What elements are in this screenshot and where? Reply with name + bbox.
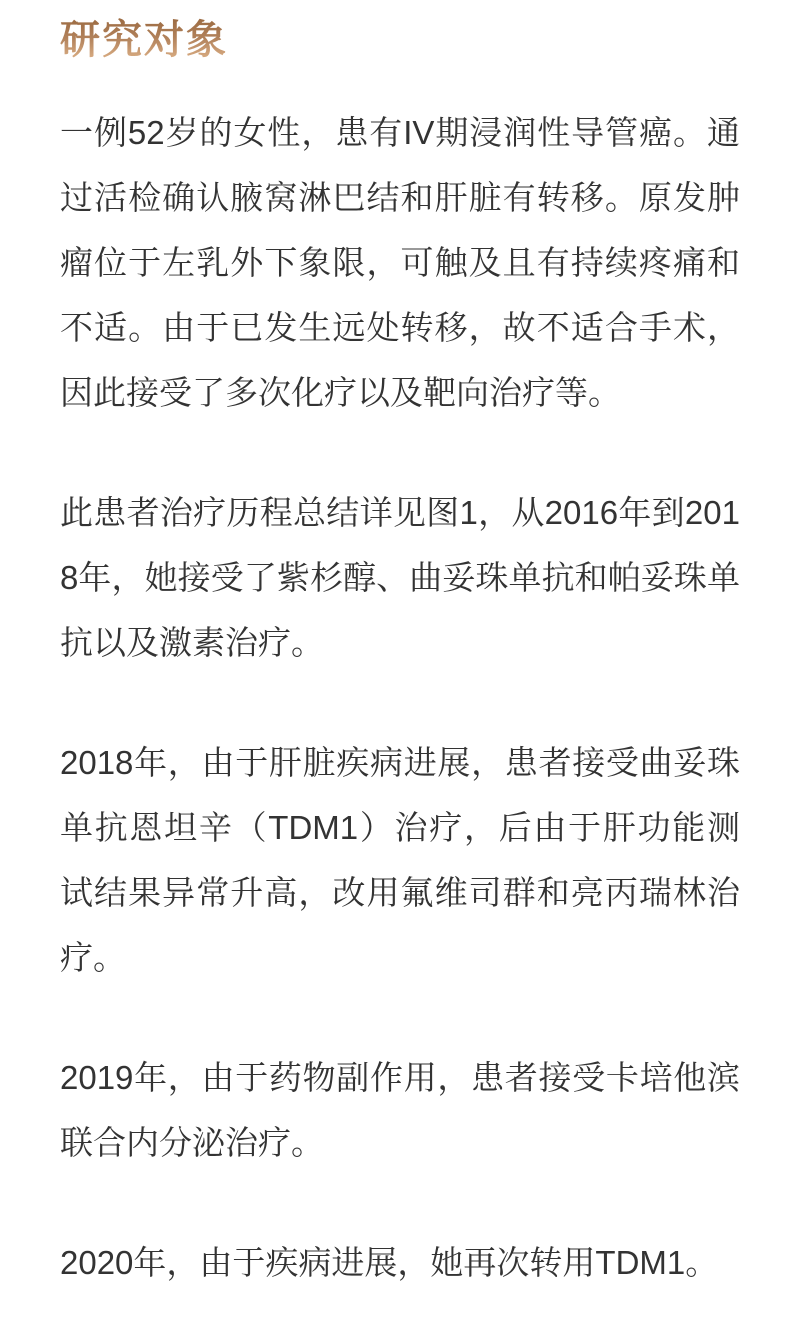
paragraph-treatment-2020: 2020年，由于疾病进展，她再次转用TDM1。	[60, 1244, 719, 1281]
section-title: 研究对象	[60, 17, 228, 62]
paragraph-treatment-2019: 2019年，由于药物副作用，患者接受卡培他滨联合内分泌治疗。	[60, 1059, 740, 1161]
paragraph-treatment-2018: 2018年，由于肝脏疾病进展，患者接受曲妥珠单抗恩坦辛（TDM1）治疗，后由于肝功能测试结果异常升高，改用氟维司群和亮丙瑞林治疗。	[60, 744, 740, 976]
paragraph-patient-overview: 一例52岁的女性，患有IV期浸润性导管癌。通过活检确认腋窝淋巴结和肝脏有转移。原发肿瘤位于左乳外下象限，可触及且有持续疼痛和不适。由于已发生远处转移，故不适合手术，因此接受了多次化疗以及靶向治疗等。	[60, 114, 740, 411]
paragraph-treatment-2016-2018: 此患者治疗历程总结详见图1，从2016年到2018年，她接受了紫杉醇、曲妥珠单抗和帕妥珠单抗以及激素治疗。	[60, 494, 740, 661]
